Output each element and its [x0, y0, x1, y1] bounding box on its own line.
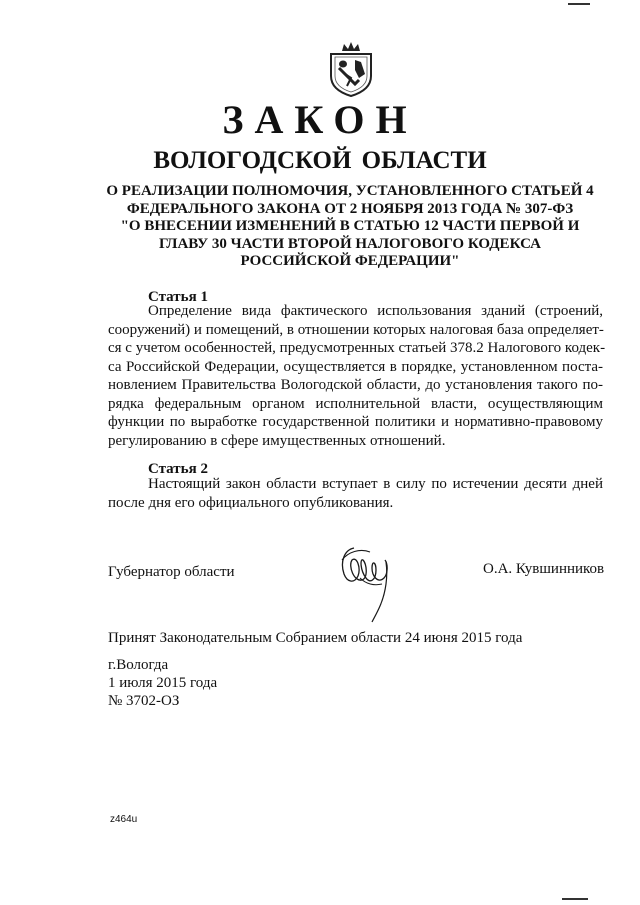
place: г.Вологда	[108, 657, 169, 673]
article-2-text	[108, 475, 603, 512]
article-1-text	[108, 302, 606, 450]
subject-line: О РЕАЛИЗАЦИИ ПОЛНОМОЧИЯ, УСТАНОВЛЕННОГО СТАТЬЕЙ 4	[106, 183, 594, 199]
subject-line: "О ВНЕСЕНИИ ИЗМЕНЕНИЙ В СТАТЬЮ 12 ЧАСТИ ПЕРВОЙ И	[120, 218, 580, 234]
law-number: № 3702-ОЗ	[108, 693, 180, 709]
law-subject-heading	[100, 183, 600, 271]
signing-date: 1 июля 2015 года	[108, 675, 218, 691]
article-2-heading: Статья 2	[148, 461, 208, 477]
paragraph-line: ся с учетом особенностей, предусмотренных статьей 378.2 Налогового кодек-	[108, 340, 606, 356]
document-code: z464u	[110, 814, 138, 825]
subject-line: РОССИЙСКОЙ ФЕДЕРАЦИИ"	[240, 253, 460, 269]
paragraph-line: рядка федеральным органом исполнительной власти, осуществляющим	[108, 395, 603, 412]
subject-line: ФЕДЕРАЛЬНОГО ЗАКОНА ОТ 2 НОЯБРЯ 2013 ГОДА № 307-ФЗ	[126, 200, 574, 217]
region-name: ВОЛОГОДСКОЙ ОБЛАСТИ	[153, 147, 487, 174]
paragraph-line: регулированию в сфере имущественных отношений.	[108, 432, 446, 449]
scan-mark	[562, 898, 588, 900]
paragraph-line: новлением Правительства Вологодской области, до установления такого по-	[108, 377, 603, 393]
paragraph-line: после дня его официального опубликования.	[108, 494, 394, 511]
paragraph-line: сооружений) и помещений, в отношении которых налоговая база определяет-	[108, 321, 604, 338]
governor-label: Губернатор области	[108, 564, 235, 580]
subject-line: ГЛАВУ 30 ЧАСТИ ВТОРОЙ НАЛОГОВОГО КОДЕКСА	[159, 235, 541, 252]
scan-mark	[568, 3, 590, 5]
paragraph-line: Настоящий закон области вступает в силу по истечении десяти дней	[148, 476, 603, 492]
paragraph-line: функции по выработке государственной политики и нормативно-правовому	[108, 414, 603, 430]
adoption-note: Принят Законодательным Собранием области 24 июня 2015 года	[108, 630, 523, 646]
paragraph-line: Определение вида фактического использования зданий (строений,	[148, 303, 603, 319]
law-title: ЗАКОН	[222, 97, 418, 142]
paragraph-line: са Российской Федерации, осуществляется в порядке, установленном поста-	[108, 358, 603, 375]
handwritten-signature	[330, 540, 400, 625]
article-1-heading: Статья 1	[148, 289, 208, 305]
coat-of-arms-emblem	[325, 40, 377, 98]
governor-name: О.А. Кувшинников	[483, 561, 605, 577]
